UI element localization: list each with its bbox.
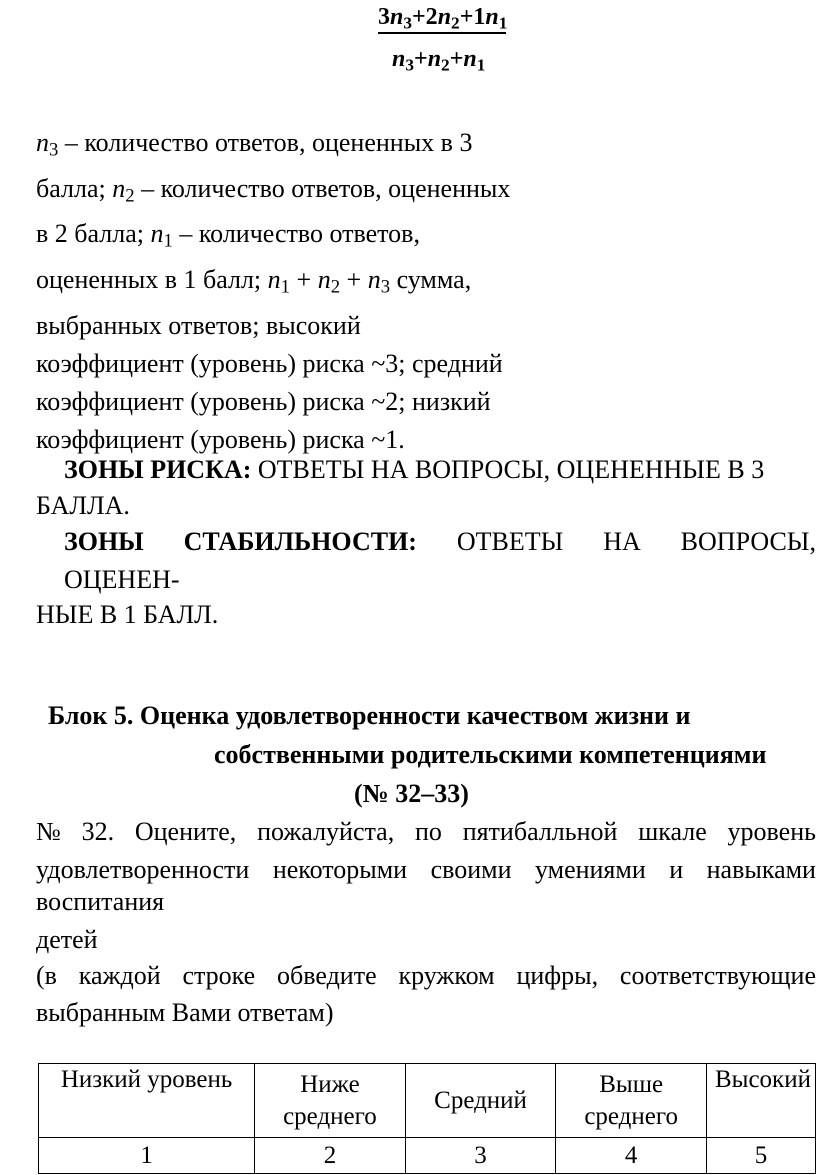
stability-zone-line: ЗОНЫ СТАБИЛЬНОСТИ: ОТВЕТЫ НА ВОПРОСЫ,: [64, 527, 816, 556]
risk-zone-line: [64, 451, 764, 489]
sub-3: 3: [405, 55, 414, 75]
plus: +: [414, 46, 428, 72]
definitions: [36, 124, 510, 459]
risk-zone-label: ЗОНЫ РИСКА:: [64, 455, 252, 484]
stability-zone-line-2: ОЦЕНЕН-: [64, 565, 180, 594]
coef-3: 3: [378, 4, 390, 30]
block-title-line-3: (№ 32–33): [354, 779, 469, 808]
def-line-2: балла; $n_2$ – количество ответов, оцененных: [36, 173, 511, 207]
sub-2: 2: [451, 13, 460, 33]
question-line-4: детей: [36, 925, 98, 954]
risk-zone-line-2: БАЛЛА.: [36, 491, 130, 520]
table-header-row: [39, 1064, 816, 1138]
formula-numerator: [378, 4, 507, 33]
var-n2: n: [427, 46, 442, 72]
question-line-6: выбранным Вами ответам): [36, 998, 334, 1027]
risk-zone-text: ОТВЕТЫ НА ВОПРОСЫ, ОЦЕНЕННЫЕ В 3: [251, 455, 765, 484]
block-title-line-1: Блок 5. Оценка удовлетворенности качеством жизни и: [48, 701, 691, 730]
sub-3: 3: [403, 13, 412, 33]
def-line-7: коэффициент (уровень) риска ~2; низкий: [36, 386, 491, 416]
question-line-3: воспитания: [36, 887, 165, 916]
header-above-average: Выше среднего: [556, 1064, 707, 1138]
value-cell-5[interactable]: 5: [706, 1138, 815, 1174]
sub-1: 1: [498, 13, 508, 33]
sub-1: 1: [476, 55, 486, 75]
stability-zone-line-3: НЫЕ В 1 БАЛЛ.: [36, 600, 219, 629]
def-line-1: $n_3$ – количество ответов, оцененных в 3: [36, 128, 473, 161]
def-line-4: оцененных в 1 балл; $n_1 + n_2 + n_3$ сумма,: [36, 265, 472, 298]
fraction-bar: [378, 32, 506, 34]
question-line-2: удовлетворенности некоторыми своими умениями и навыками: [36, 855, 816, 884]
header-low: Низкий уровень: [39, 1064, 255, 1138]
var-n3: n: [390, 4, 404, 30]
plus: +: [449, 46, 464, 72]
question-line-5: (в каждой строке обведите кружком цифры, соответствующие: [36, 961, 816, 990]
question-line-1: № 32. Оцените, пожалуйста, по пятибалльной шкале уровень: [36, 817, 816, 846]
table-row: [39, 1138, 816, 1174]
def-line-5: выбранных ответов; высокий: [36, 310, 361, 340]
value-cell-1[interactable]: 1: [39, 1138, 255, 1174]
block-title-line-2: собственными родительскими компетенциями: [214, 740, 767, 769]
sub-2: 2: [441, 55, 450, 75]
plus-2: +2: [412, 4, 438, 30]
value-cell-4[interactable]: 4: [556, 1138, 707, 1174]
value-cell-3[interactable]: 3: [405, 1138, 556, 1174]
plus-1: +1: [459, 4, 486, 30]
header-average: Средний: [405, 1064, 556, 1138]
var-n2: n: [437, 4, 452, 30]
def-line-6: коэффициент (уровень) риска ~3; средний: [36, 348, 503, 378]
var-n3: n: [392, 46, 406, 72]
rating-scale-table: [38, 1063, 816, 1174]
var-n1: n: [485, 4, 499, 30]
header-high: Высокий: [706, 1064, 815, 1138]
var-n1: n: [463, 46, 477, 72]
value-cell-2[interactable]: 2: [255, 1138, 406, 1174]
formula-denominator: [392, 46, 485, 75]
def-line-8: коэффициент (уровень) риска ~1.: [36, 424, 405, 454]
header-below-average: Ниже среднего: [255, 1064, 406, 1138]
def-line-3: в 2 балла; $n_1$ – количество ответов,: [36, 219, 420, 253]
